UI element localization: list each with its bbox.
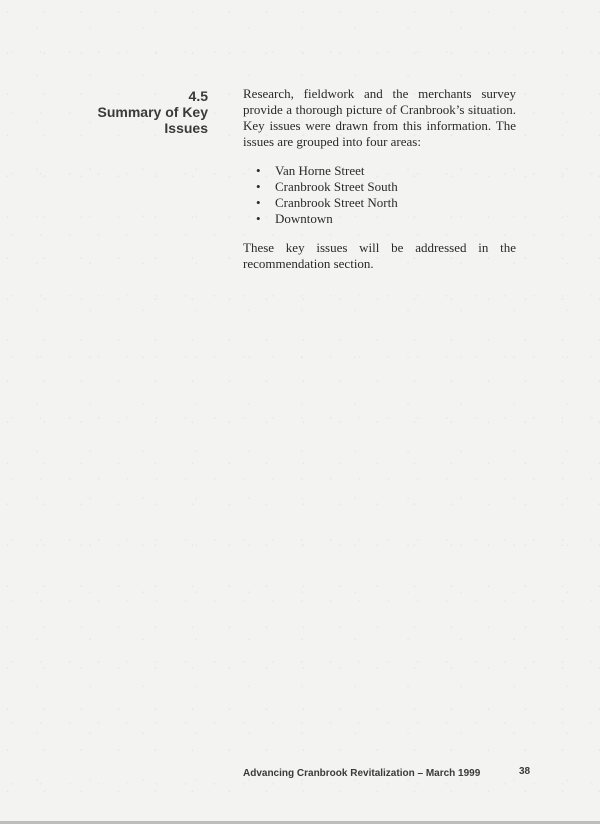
bullet-icon: •	[256, 179, 261, 194]
bullet-icon: •	[256, 195, 261, 210]
section-title-line-1: Summary of Key	[97, 104, 208, 120]
page-number: 38	[519, 766, 531, 777]
section-body	[243, 86, 516, 272]
list-item-label: Van Horne Street	[275, 163, 365, 178]
footer-title: Advancing Cranbrook Revitalization – March 1999	[243, 768, 481, 779]
list-item	[243, 195, 516, 211]
closing-paragraph: These key issues will be addressed in the recommendation section.	[243, 240, 516, 271]
list-item-label: Cranbrook Street North	[275, 195, 398, 210]
section-number: 4.5	[188, 88, 208, 104]
bullet-icon: •	[256, 211, 261, 226]
issue-areas-list	[243, 163, 516, 227]
section-title-line-2: Issues	[164, 120, 208, 136]
list-item-label: Cranbrook Street South	[275, 179, 398, 194]
list-item	[243, 163, 516, 179]
bullet-icon: •	[256, 163, 261, 178]
intro-paragraph: Research, fieldwork and the merchants survey provide a thorough picture of Cranbrook’s situation. Key issues were drawn from this information. The issues are grouped into four areas:	[243, 86, 516, 149]
list-item	[243, 211, 516, 227]
list-item	[243, 179, 516, 195]
list-item-label: Downtown	[275, 211, 333, 226]
section-heading	[98, 88, 208, 136]
